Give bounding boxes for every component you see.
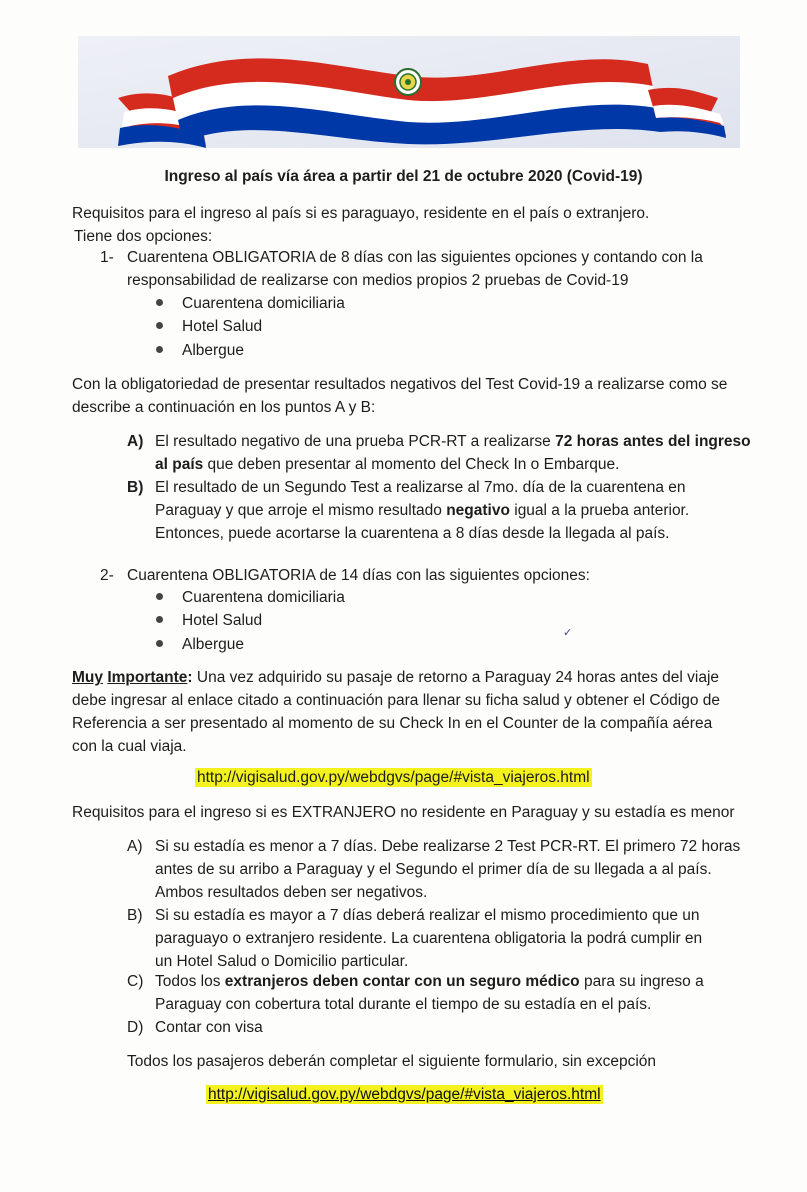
intro-line-2: Tiene dos opciones:	[74, 228, 213, 245]
option-2-line-1: Cuarentena OBLIGATORIA de 14 días con las siguientes opciones:	[127, 567, 590, 584]
bullet-icon	[156, 299, 163, 306]
foreign-c-line-1: Todos los extranjeros deben contar con un seguro médico para su ingreso a	[155, 973, 704, 990]
foreign-b-line-3: un Hotel Salud o Domicilio particular.	[155, 953, 409, 970]
important-line-2: debe ingresar al enlace citado a continuación para llenar su ficha salud y obtener el Código de	[72, 692, 720, 709]
option-1-line-1: Cuarentena OBLIGATORIA de 8 días con las siguientes opciones y contando con la	[127, 249, 703, 266]
option-1-bullet: Cuarentena domiciliaria	[182, 295, 345, 312]
foreign-a-line-3: Ambos resultados deben ser negativos.	[155, 884, 428, 901]
option-2-number: 2-	[100, 567, 114, 584]
obligation-line-1: Con la obligatoriedad de presentar resultados negativos del Test Covid-19 a realizarse como se	[72, 376, 728, 393]
foreign-d-line-1: Contar con visa	[155, 1019, 263, 1036]
important-line-3: Referencia a ser presentado al momento de su Check In en el Counter de la compañía aérea	[72, 715, 713, 732]
viajeros-link-1[interactable]: http://vigisalud.gov.py/webdgvs/page/#vista_viajeros.html	[197, 769, 590, 786]
foreign-b-line-2: paraguayo o extranjero residente. La cuarentena obligatoria la podrá cumplir en	[155, 930, 703, 947]
important-line-4: con la cual viaja.	[72, 738, 187, 755]
bullet-icon	[156, 616, 163, 623]
option-2-bullet: Hotel Salud	[182, 612, 263, 629]
foreign-c-line-2: Paraguay con cobertura total durante el tiempo de su estadía en el país.	[155, 996, 652, 1013]
flag-banner-image	[78, 36, 740, 148]
bullet-icon	[156, 640, 163, 647]
test-b-line-2: Paraguay y que arroje el mismo resultado negativo igual a la prueba anterior.	[155, 502, 690, 519]
option-2-bullet: Albergue	[182, 636, 245, 653]
bullet-icon	[156, 322, 163, 329]
test-b-label: B)	[127, 479, 144, 496]
foreign-a-line-1: Si su estadía es menor a 7 días. Debe realizarse 2 Test PCR-RT. El primero 72 horas	[155, 838, 741, 855]
foreign-c-label: C)	[127, 973, 144, 990]
test-b-line-1: El resultado de un Segundo Test a realizarse al 7mo. día de la cuarentena en	[155, 479, 686, 496]
foreign-a-label: A)	[127, 838, 143, 855]
document-title: Ingreso al país vía área a partir del 21 de octubre 2020 (Covid-19)	[164, 168, 643, 185]
option-1-bullet: Albergue	[182, 342, 245, 359]
foreign-intro: Requisitos para el ingreso si es EXTRANJERO no residente en Paraguay y su estadía es menor	[72, 804, 735, 821]
option-1-bullet: Hotel Salud	[182, 318, 263, 335]
option-1-number: 1-	[100, 249, 114, 266]
bullet-icon	[156, 593, 163, 600]
bullet-icon	[156, 346, 163, 353]
test-b-line-3: Entonces, puede acortarse la cuarentena a 8 días desde la llegada al país.	[155, 525, 670, 542]
closing-text: Todos los pasajeros deberán completar el siguiente formulario, sin excepción	[127, 1053, 657, 1070]
foreign-b-line-1: Si su estadía es mayor a 7 días deberá realizar el mismo procedimiento que un	[155, 907, 700, 924]
viajeros-link-2[interactable]: http://vigisalud.gov.py/webdgvs/page/#vista_viajeros.html	[208, 1086, 601, 1103]
option-2-bullet: Cuarentena domiciliaria	[182, 589, 345, 606]
important-line-1: Muy Importante: Una vez adquirido su pasaje de retorno a Paraguay 24 horas antes del viaje	[72, 669, 720, 686]
foreign-d-label: D)	[127, 1019, 144, 1036]
test-a-line-1: El resultado negativo de una prueba PCR-RT a realizarse 72 horas antes del ingreso	[155, 433, 751, 450]
foreign-b-label: B)	[127, 907, 143, 924]
foreign-a-line-2: antes de su arribo a Paraguay y el Segundo el primer día de su llegada a al país.	[155, 861, 712, 878]
intro-line-1: Requisitos para el ingreso al país si es paraguayo, residente en el país o extranjero.	[72, 205, 650, 222]
option-1-line-2: responsabilidad de realizarse con medios propios 2 pruebas de Covid-19	[127, 272, 629, 289]
scan-mark: ✓	[563, 627, 573, 639]
test-a-label: A)	[127, 433, 144, 450]
obligation-line-2: describe a continuación en los puntos A y B:	[72, 399, 376, 416]
test-a-line-2: al país que deben presentar al momento del Check In o Embarque.	[155, 456, 620, 473]
